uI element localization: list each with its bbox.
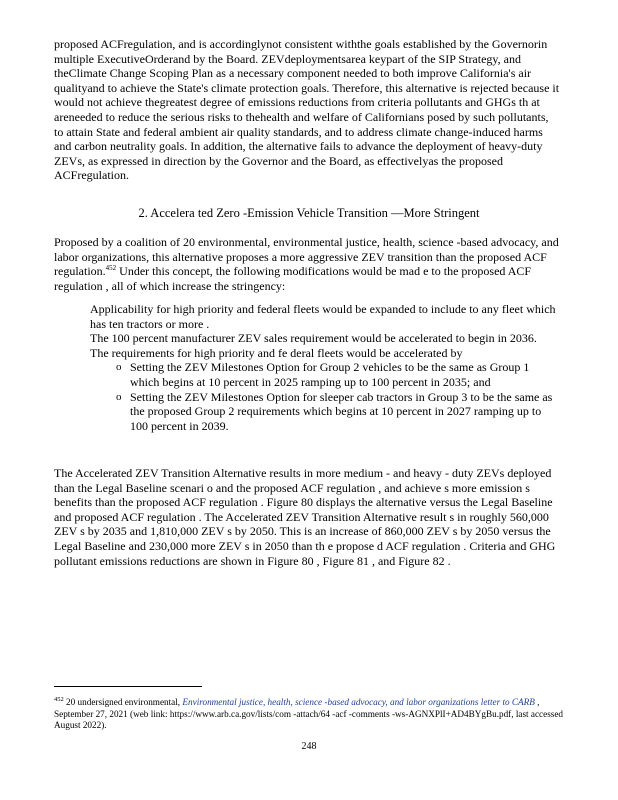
sub-list — [90, 360, 558, 433]
section-heading: 2. Accelera ted Zero -Emission Vehicle Transition —More Stringent — [138, 206, 480, 220]
footnote-citation-link[interactable]: Environmental justice, health, science -based advocacy, and labor organizations letter to CARB — [182, 697, 535, 707]
paragraph-2-text-after: Under this concept, the following modifications would be mad e to the proposed ACF regulation , all of which increase the stringency: — [54, 264, 532, 293]
list-item-text: The 100 percent manufacturer ZEV sales requirement would be accelerated to begin in 2036. — [90, 331, 537, 346]
list-item — [70, 331, 558, 346]
footnote-reference[interactable]: 452 — [105, 264, 117, 273]
paragraph-alternative-rejected: proposed ACFregulation, and is accordinglynot consistent withthe goals established by the Governorin multiple ExecutiveOrderand by the Board. ZEVdeploymentsarea keypart of the SIP Strategy, and theClimate Change Scoping Plan as a necessary component needed to both improve California's air qualityand to achieve the State's climate protection goals. Therefore, this alternative is rejected because it would not achieve thegreatest degree of emissions reductions from criteria pollutants and GHGs th at areneeded to reduce the serious risks to thehealth and welfare of Californians posed by such pollutants, to attain State and federal ambient air quality standards, and to address climate change-induced harms and carbon neutrality goals. In addition, the alternative fails to advance the deployment of heavy-duty ZEVs, as expressed in direction by the Governor and the Board, as effectivelyas the proposed ACFregulation. — [54, 37, 560, 183]
paragraph-results: The Accelerated ZEV Transition Alternative results in more medium - and heavy - duty ZEVs deployed than the Legal Baseline scenari o and the proposed ACF regulation , and achieve s more emission s benefits than the proposed ACF regulation . Figure 80 displays the alternative versus the Legal Baseline and proposed ACF regulation . The Accelerated ZEV Transition Alternative result s in roughly 560,000 ZEV s by 2035 and 1,810,000 ZEV s by 2050. This is an increase of 860,000 ZEV s by 2050 versus the Legal Baseline and 230,000 more ZEV s in 2050 than th e propose d ACF regulation . Criteria and GHG pollutant emissions reductions are shown in Figure 80 , Figure 81 , and Figure 82 . — [54, 466, 556, 568]
page-number: 248 — [301, 741, 317, 752]
list-item-text: Applicability for high priority and federal fleets would be expanded to include to any fleet which has ten tractors or more . — [90, 302, 556, 331]
list-item — [70, 346, 558, 434]
modification-list — [70, 302, 558, 433]
paragraph-2-text-before: Proposed by a coalition of 20 environmental, environmental justice, health, science -based advocacy, and labor organizations, this alternative proposes a more aggressive ZEV transition than the proposed ACF regulation. — [54, 235, 559, 279]
footnote-rest: , September 27, 2021 (web link: https://www.arb.ca.gov/lists/com -attach/64 -acf -comments -ws-AGNXPlI+AD4BYgBu.pdf, last accessed August 2022). — [54, 697, 564, 730]
sub-bullet-icon: o — [116, 361, 122, 374]
footnote — [54, 697, 564, 732]
list-item — [70, 302, 558, 331]
sub-list-item — [116, 360, 558, 389]
sub-list-item-text: Setting the ZEV Milestones Option for Group 2 vehicles to be the same as Group 1 which begins at 10 percent in 2025 ramping up to 100 percent in 2035; and — [130, 360, 530, 389]
sub-list-item — [116, 390, 558, 434]
sub-list-item-text: Setting the ZEV Milestones Option for sleeper cab tractors in Group 3 to be the same as the proposed Group 2 requirements which begins at 10 percent in 2027 ramping up to 100 percent in 2039. — [130, 389, 553, 433]
footnote-lead: 20 undersigned environmental, — [63, 697, 183, 707]
list-item-text: The requirements for high priority and fe deral fleets would be accelerated by — [90, 345, 463, 360]
sub-bullet-icon: o — [116, 390, 122, 403]
paragraph-coalition-proposal — [54, 235, 560, 293]
footnote-number: 452 — [54, 695, 64, 703]
footnote-divider — [54, 686, 202, 687]
